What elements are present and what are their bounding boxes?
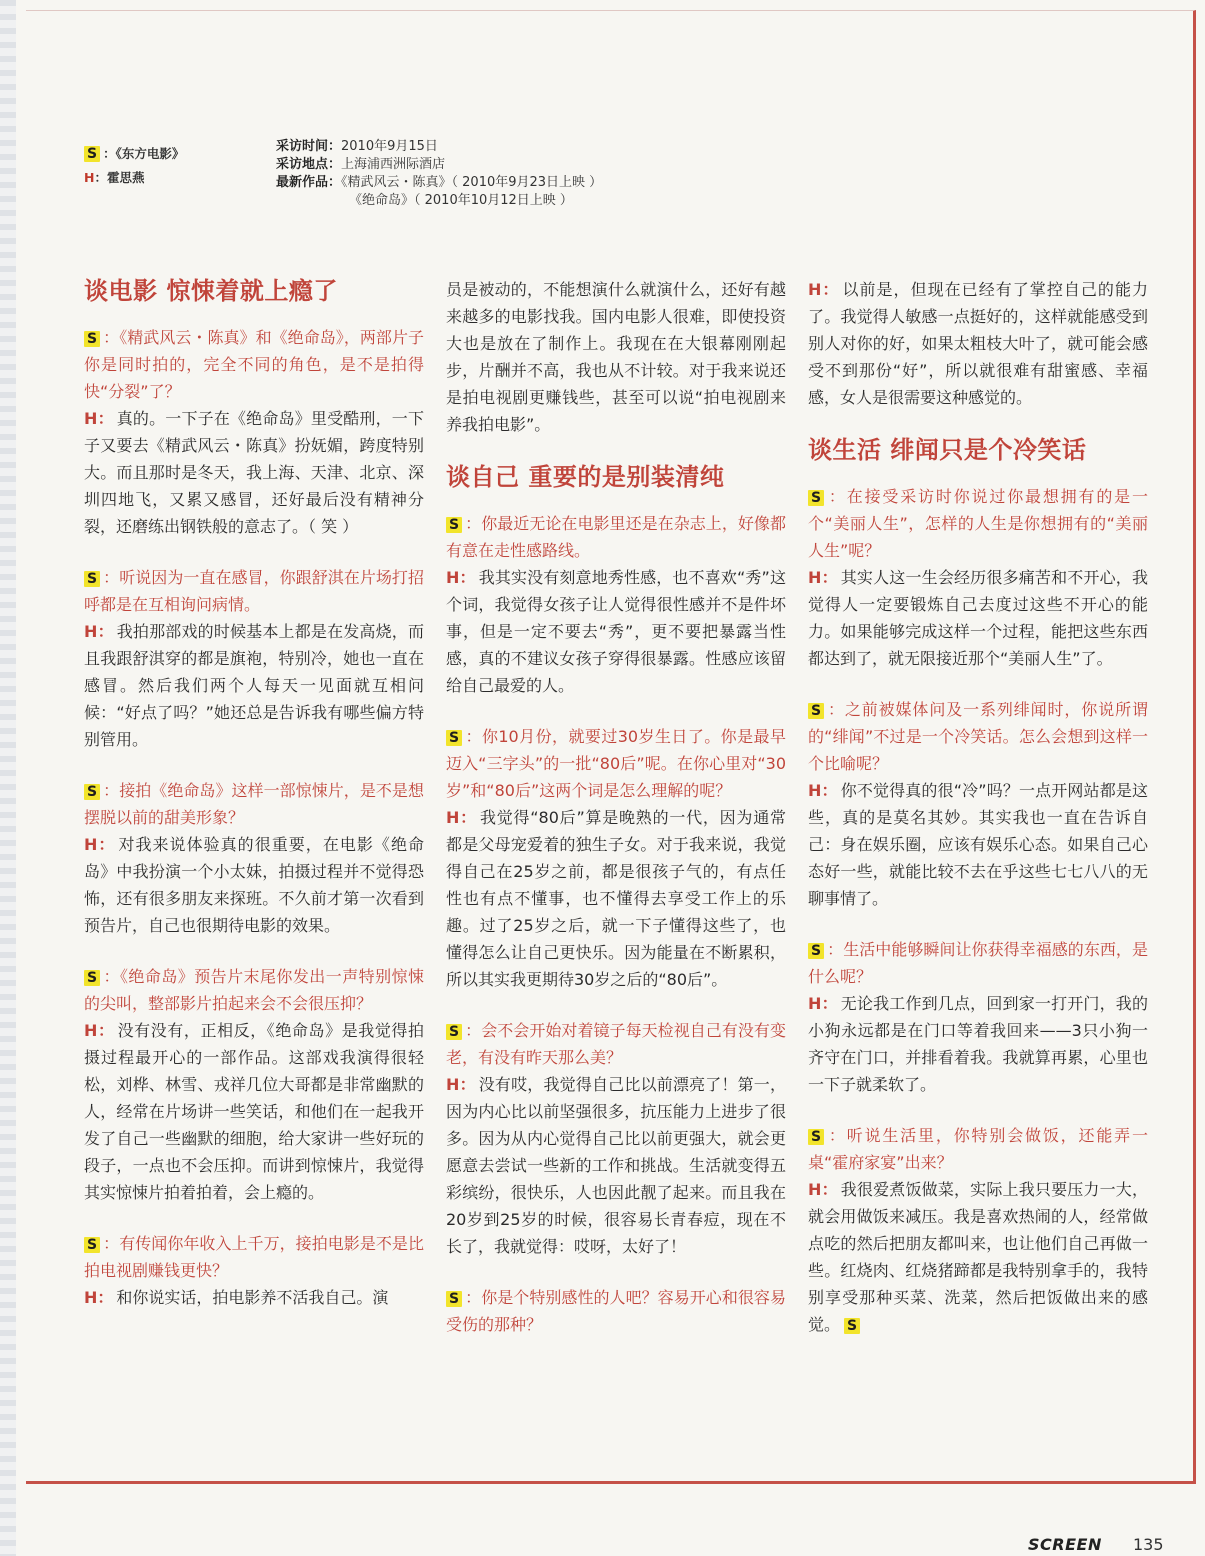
h-marker: H： xyxy=(84,409,114,428)
info-place xyxy=(276,156,602,174)
qa-block xyxy=(446,1017,786,1260)
answer xyxy=(84,831,424,939)
answer xyxy=(84,618,424,753)
s-marker: S xyxy=(808,490,824,506)
info-works-2 xyxy=(276,192,602,210)
s-marker: S xyxy=(808,943,824,959)
qa-block xyxy=(84,1230,424,1311)
h-marker: H： xyxy=(808,1180,838,1199)
h-marker: H： xyxy=(808,568,838,587)
s-colon: ： xyxy=(465,727,482,746)
question-text: 之前被媒体问及一系列绯闻时，你说所谓的“绯闻”不过是一个冷笑话。怎么会想到这样一个比喻呢？ xyxy=(808,700,1148,773)
binding-spiral xyxy=(0,0,16,1556)
legend-s xyxy=(84,144,264,162)
info-time xyxy=(276,138,602,156)
s-colon: ： xyxy=(827,1126,847,1145)
s-colon: ： xyxy=(465,1288,482,1307)
answer-text: 我觉得“80后”算是晚熟的一代，因为通常都是父母宠爱着的独生子女。对于我来说，我觉得自己在25岁之前，都是很孩子气的，有点任性也有点不懂事，也不懂得去享受工作上的乐趣。过了25岁之后，就一下子懂得这些了，也懂得怎么让自己更快乐。因为能量在不断累积，所以其实我更期待30岁之后的“80后”。 xyxy=(446,808,786,989)
qa-block xyxy=(446,723,786,993)
answer-text: 员是被动的，不能想演什么就演什么，还好有越来越多的电影找我。国内电影人很难，即使投资大也是放在了制作上。我现在在大银幕刚刚起步，片酬并不高，我也从不计较。对于我来说还是拍电视剧更赚钱些，甚至可以说“拍电视剧来养我拍电影”。 xyxy=(446,280,786,434)
place-value: 上海浦西洲际酒店 xyxy=(341,157,446,172)
h-marker: H： xyxy=(84,835,116,854)
question-text: 会不会开始对着镜子每天检视自己有没有变老，有没有昨天那么美？ xyxy=(446,1021,786,1067)
answer xyxy=(446,1071,786,1260)
works-2: 《绝命岛》（ 2010年10月12日上映 ） xyxy=(349,193,573,208)
s-marker: S xyxy=(808,703,824,719)
section-heading-movie: 谈电影 惊悚着就上瘾了 xyxy=(84,277,338,305)
h-marker: H： xyxy=(84,622,114,641)
place-label: 采访地点： xyxy=(276,157,342,172)
question xyxy=(446,1284,786,1338)
answer xyxy=(84,1017,424,1206)
h-marker: H： xyxy=(808,280,840,299)
s-colon: ： xyxy=(827,700,845,719)
h-marker: H： xyxy=(84,1288,114,1307)
speaker-legend xyxy=(84,144,264,192)
question xyxy=(84,564,424,618)
qa-block xyxy=(446,510,786,699)
s-colon: ： xyxy=(103,781,120,800)
h-marker: H： xyxy=(808,994,838,1013)
answer xyxy=(446,564,786,699)
answer-text: 我拍那部戏的时候基本上都是在发高烧，而且我跟舒淇穿的都是旗袍，特别冷，她也一直在感冒。然后我们两个人每天一见面就互相问候：“好点了吗？”她还总是告诉我有哪些偏方特别管用。 xyxy=(84,622,424,749)
s-marker: S xyxy=(84,784,100,800)
question-text: 听说生活里，你特别会做饭，还能弄一桌“霍府家宴”出来？ xyxy=(808,1126,1148,1172)
answer xyxy=(808,276,1148,411)
question-text: 你最近无论在电影里还是在杂志上，好像都有意在走性感路线。 xyxy=(446,514,786,560)
answer xyxy=(84,405,424,540)
time-label: 采访时间： xyxy=(276,139,342,154)
question-text: 在接受采访时你说过你最想拥有的是一个“美丽人生”，怎样的人生是你想拥有的“美丽人生”呢？ xyxy=(808,487,1148,560)
answer-text: 其实人这一生会经历很多痛苦和不开心，我觉得人一定要锻炼自己去度过这些不开心的能力。如果能够完成这样一个过程，能把这些东西都达到了，就无限接近那个“美丽人生”了。 xyxy=(808,568,1148,668)
h-marker: H： xyxy=(808,781,838,800)
answer-text: 我其实没有刻意地秀性感，也不喜欢“秀”这个词，我觉得女孩子让人觉得很性感并不是件坏事，但是一定不要去“秀”，更不要把暴露当性感，真的不建议女孩子穿得很暴露。性感应该留给自己最爱的人。 xyxy=(446,568,786,695)
s-marker: S xyxy=(446,1024,462,1040)
answer-text: 你不觉得真的很“冷”吗？一点开网站都是这些，真的是莫名其妙。其实我也一直在告诉自己：身在娱乐圈，应该有娱乐心态。如果自己心态好一些，就能比较不去在乎这些七七八八的无聊事情了。 xyxy=(808,781,1148,908)
answer-text: 无论我工作到几点，回到家一打开门，我的小狗永远都是在门口等着我回来——3只小狗一齐守在门口，并排看着我。我就算再累，心里也一下子就柔软了。 xyxy=(808,994,1148,1094)
s-marker: S xyxy=(84,331,100,347)
s-colon: ： xyxy=(103,328,120,347)
legend-s-label: ：《东方电影》 xyxy=(103,146,185,161)
qa-block xyxy=(84,564,424,753)
s-marker: S xyxy=(84,571,100,587)
qa-block xyxy=(808,1122,1148,1338)
h-marker: H xyxy=(84,170,95,185)
question xyxy=(808,936,1148,990)
qa-block xyxy=(84,324,424,540)
answer-continued xyxy=(446,276,786,438)
answer-text: 以前是，但现在已经有了掌控自己的能力了。我觉得人敏感一点挺好的，这样就能感受到别人对你的好，如果太粗枝大叶了，就可能会感受不到那份“好”，所以就很难有甜蜜感、幸福感，女人是很需要这种感觉的。 xyxy=(808,280,1148,407)
question xyxy=(808,696,1148,777)
info-works xyxy=(276,174,602,192)
question xyxy=(84,777,424,831)
legend-h xyxy=(84,168,264,186)
question xyxy=(446,510,786,564)
qa-block xyxy=(808,936,1148,1098)
answer xyxy=(808,777,1148,912)
qa-block xyxy=(446,1284,786,1338)
s-marker: S xyxy=(84,1237,100,1253)
qa-block xyxy=(84,777,424,939)
question xyxy=(84,963,424,1017)
question-text: 《绝命岛》预告片末尾你发出一声特别惊悚的尖叫，整部影片拍起来会不会很压抑？ xyxy=(84,967,424,1013)
s-colon: ： xyxy=(827,940,844,959)
h-marker: H： xyxy=(446,1075,476,1094)
h-marker: H： xyxy=(446,568,476,587)
question-text: 听说因为一直在感冒，你跟舒淇在片场打招呼都是在互相询问病情。 xyxy=(84,568,424,614)
answer-text: 没有哎，我觉得自己比以前漂亮了！第一，因为内心比以前坚强很多，抗压能力上进步了很多。因为从内心觉得自己比以前更强大，就会更愿意去尝试一些新的工作和挑战。生活就变得五彩缤纷，很快乐，人也因此靓了起来。而且我在20岁到25岁的时候，很容易长青春痘，现在不长了，我就觉得：哎呀，太好了！ xyxy=(446,1075,786,1256)
answer xyxy=(808,564,1148,672)
s-colon: ： xyxy=(103,568,120,587)
question-text: 生活中能够瞬间让你获得幸福感的东西，是什么呢？ xyxy=(808,940,1148,986)
answer xyxy=(446,804,786,993)
s-colon: ： xyxy=(103,967,120,986)
s-marker: S xyxy=(808,1129,824,1145)
page-number: 135 xyxy=(1133,1535,1164,1554)
time-value: 2010年9月15日 xyxy=(341,139,438,154)
column-2 xyxy=(446,276,786,1362)
s-marker: S xyxy=(446,1291,462,1307)
works-1: 《精武风云・陈真》（ 2010年9月23日上映 ） xyxy=(341,175,603,190)
answer-text: 我很爱煮饭做菜，实际上我只要压力一大，就会用做饭来减压。我是喜欢热闹的人，经常做点吃的然后把朋友都叫来，也让他们自己再做一些。红烧肉、红烧猪蹄都是我特别拿手的，我特别享受那种买菜、洗菜，然后把饭做出来的感觉。 xyxy=(808,1180,1148,1334)
qa-block xyxy=(808,276,1148,411)
question xyxy=(84,324,424,405)
qa-block xyxy=(808,483,1148,672)
end-marker: S xyxy=(844,1318,860,1334)
s-marker: S xyxy=(84,970,100,986)
question-text: 你10月份，就要过30岁生日了。你是最早迈入“三字头”的一批“80后”呢。在你心里对“30岁”和“80后”这两个词是怎么理解的呢？ xyxy=(446,727,786,800)
answer-text: 没有没有，正相反，《绝命岛》是我觉得拍摄过程最开心的一部作品。这部戏我演得很轻松，刘桦、林雪、戎祥几位大哥都是非常幽默的人，经常在片场讲一些笑话，和他们在一起我开发了自己一些幽默的细胞，给大家讲一些好玩的段子，一点也不会压抑。而讲到惊悚片，我觉得其实惊悚片拍着拍着，会上瘾的。 xyxy=(84,1021,424,1202)
column-3 xyxy=(808,276,1148,1362)
s-marker: S xyxy=(446,730,462,746)
s-marker: S xyxy=(446,517,462,533)
question xyxy=(446,1017,786,1071)
question-text: 有传闻你年收入上千万，接拍电影是不是比拍电视剧赚钱更快？ xyxy=(84,1234,424,1280)
s-colon: ： xyxy=(827,487,847,506)
question-text: 你是个特别感性的人吧？容易开心和很容易受伤的那种？ xyxy=(446,1288,786,1334)
question xyxy=(808,483,1148,564)
section-heading-self: 谈自己 重要的是别装清纯 xyxy=(446,463,725,491)
answer-text: 对我来说体验真的很重要，在电影《绝命岛》中我扮演一个小太妹，拍摄过程并不觉得恐怖，还有很多朋友来探班。不久前才第一次看到预告片，自己也很期待电影的效果。 xyxy=(84,835,424,935)
answer xyxy=(84,1284,424,1311)
magazine-logo: SCREEN xyxy=(1028,1535,1102,1554)
question-text: 《精武风云・陈真》和《绝命岛》，两部片子你是同时拍的，完全不同的角色，是不是拍得快“分裂”了？ xyxy=(84,328,424,401)
s-colon: ： xyxy=(103,1234,120,1253)
column-1 xyxy=(84,276,424,1335)
s-colon: ： xyxy=(465,514,482,533)
s-colon: ： xyxy=(465,1021,482,1040)
h-marker: H： xyxy=(446,808,477,827)
question xyxy=(808,1122,1148,1176)
s-marker: S xyxy=(84,146,100,162)
qa-block xyxy=(84,963,424,1206)
section-heading-life: 谈生活 绯闻只是个冷笑话 xyxy=(808,436,1087,464)
answer xyxy=(808,1176,1148,1338)
answer-text: 真的。一下子在《绝命岛》里受酷刑，一下子又要去《精武风云・陈真》扮妩媚，跨度特别大。而且那时是冬天，我上海、天津、北京、深圳四地飞，又累又感冒，还好最后没有精神分裂，还磨练出钢铁般的意志了。（ 笑 ） xyxy=(84,409,424,536)
qa-block xyxy=(808,696,1148,912)
answer-text: 和你说实话，拍电影养不活我自己。演 xyxy=(116,1288,389,1307)
question xyxy=(446,723,786,804)
works-label: 最新作品： xyxy=(276,175,342,190)
question xyxy=(84,1230,424,1284)
answer xyxy=(808,990,1148,1098)
h-marker: H： xyxy=(84,1021,115,1040)
question-text: 接拍《绝命岛》这样一部惊悚片，是不是想摆脱以前的甜美形象？ xyxy=(84,781,424,827)
legend-h-label: ：霍思燕 xyxy=(94,170,145,185)
interview-info xyxy=(276,138,602,210)
